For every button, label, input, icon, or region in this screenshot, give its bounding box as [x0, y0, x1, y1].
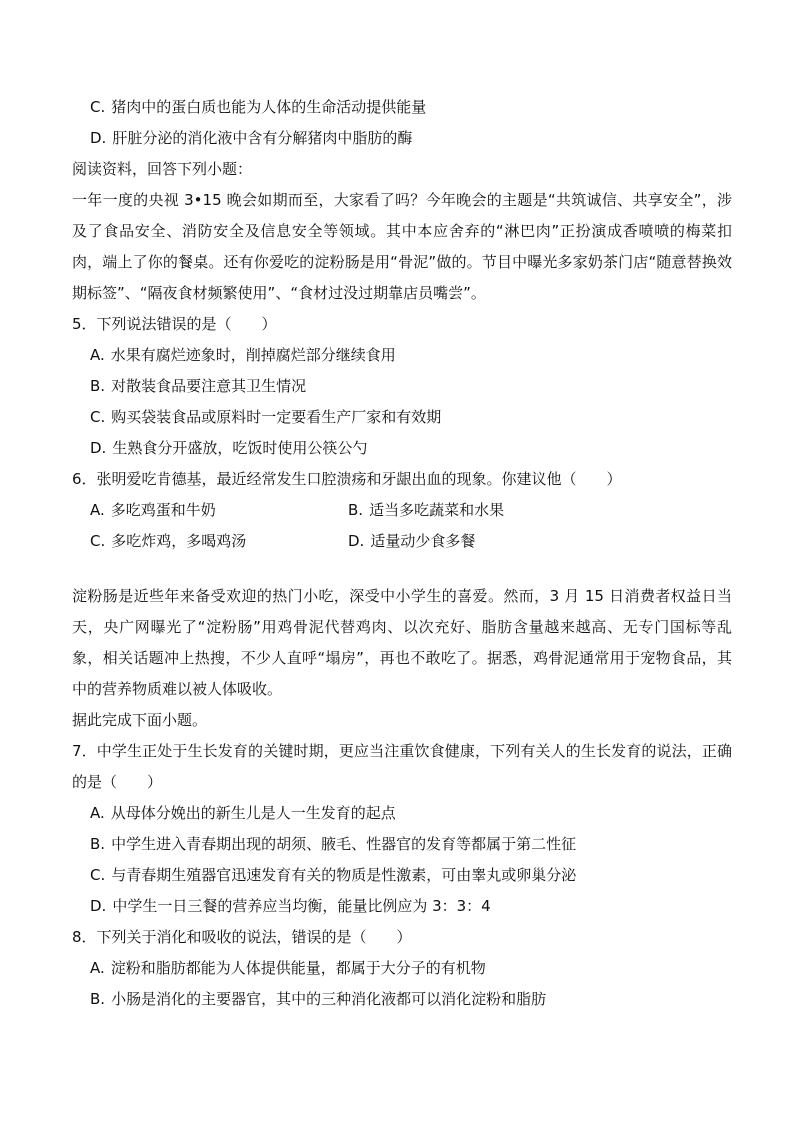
- option-c-prev: C. 猪肉中的蛋白质也能为人体的生命活动提供能量: [90, 98, 427, 116]
- q6-option-d: D. 适量动少食多餐: [348, 532, 476, 550]
- q6-options-row-1: [72, 495, 732, 526]
- question-5-stem: 5．下列说法错误的是（ ）: [72, 315, 277, 333]
- spacer: [72, 557, 732, 581]
- question-6-stem: 6．张明爱吃肯德基，最近经常发生口腔溃疡和牙龈出血的现象。你建议他（ ）: [72, 470, 622, 488]
- reading-paragraph-2: 淀粉肠是近些年来备受欢迎的热门小吃，深受中小学生的喜爱。然而，3 月 15 日消费者权益日当天，央广网曝光了“淀粉肠”用鸡骨泥代替鸡肉、以次充好、脂肪含量越来越高、无专门国标等乱象，相关话题冲上热搜，不少人直呼“塌房”，再也不敢吃了。据悉，鸡骨泥通常用于宠物食品，其中的营养物质难以被人体吸收。: [72, 587, 732, 698]
- q5-option-d: D. 生熟食分开盛放，吃饭时使用公筷公勺: [90, 439, 368, 457]
- q6-option-a: A. 多吃鸡蛋和牛奶: [90, 501, 216, 519]
- reading-paragraph-1: 一年一度的央视 3•15 晚会如期而至，大家看了吗？今年晚会的主题是“共筑诚信、共享安全”，涉及了食品安全、消防安全及信息安全等领域。其中本应舍弃的“淋巴肉”正扮演成香喷喷的梅菜扣肉，端上了你的餐桌。还有你爱吃的淀粉肠是用“骨泥”做的。节目中曝光多家奶茶门店“随意替换效期标签”、“隔夜食材频繁使用”、“食材过没过期靠店员嘴尝”。: [72, 191, 732, 302]
- q7-option-d: D. 中学生一日三餐的营养应当均衡，能量比例应为 3：3：4: [90, 897, 491, 915]
- question-7-stem: 7．中学生正处于生长发育的关键时期，更应当注重饮食健康，下列有关人的生长发育的说法，正确的是（ ）: [72, 742, 732, 791]
- q7-option-b: B. 中学生进入青春期出现的胡须、腋毛、性器官的发育等都属于第二性征: [90, 835, 577, 853]
- option-d-prev: D. 肝脏分泌的消化液中含有分解猪肉中脂肪的酶: [90, 129, 413, 147]
- q6-option-b: B. 适当多吃蔬菜和水果: [348, 501, 505, 519]
- q7-option-c: C. 与青春期生殖器官迅速发育有关的物质是性激素，可由睾丸或卵巢分泌: [90, 866, 577, 884]
- q6-options-row-2: [72, 526, 732, 557]
- q5-option-c: C. 购买袋装食品或原料时一定要看生产厂家和有效期: [90, 408, 442, 426]
- q6-option-c: C. 多吃炸鸡，多喝鸡汤: [90, 532, 247, 550]
- q8-option-a: A. 淀粉和脂肪都能为人体提供能量，都属于大分子的有机物: [90, 959, 486, 977]
- document-page: [72, 92, 732, 1015]
- q5-option-a: A. 水果有腐烂迹象时，削掉腐烂部分继续食用: [90, 346, 396, 364]
- reading-intro: 阅读资料，回答下列小题：: [72, 160, 253, 178]
- reading-outro: 据此完成下面小题。: [72, 711, 208, 729]
- q7-option-a: A. 从母体分娩出的新生儿是人一生发育的起点: [90, 804, 396, 822]
- q5-option-b: B. 对散装食品要注意其卫生情况: [90, 377, 307, 395]
- question-8-stem: 8．下列关于消化和吸收的说法，错误的是（ ）: [72, 928, 412, 946]
- q8-option-b: B. 小肠是消化的主要器官，其中的三种消化液都可以消化淀粉和脂肪: [90, 990, 547, 1008]
